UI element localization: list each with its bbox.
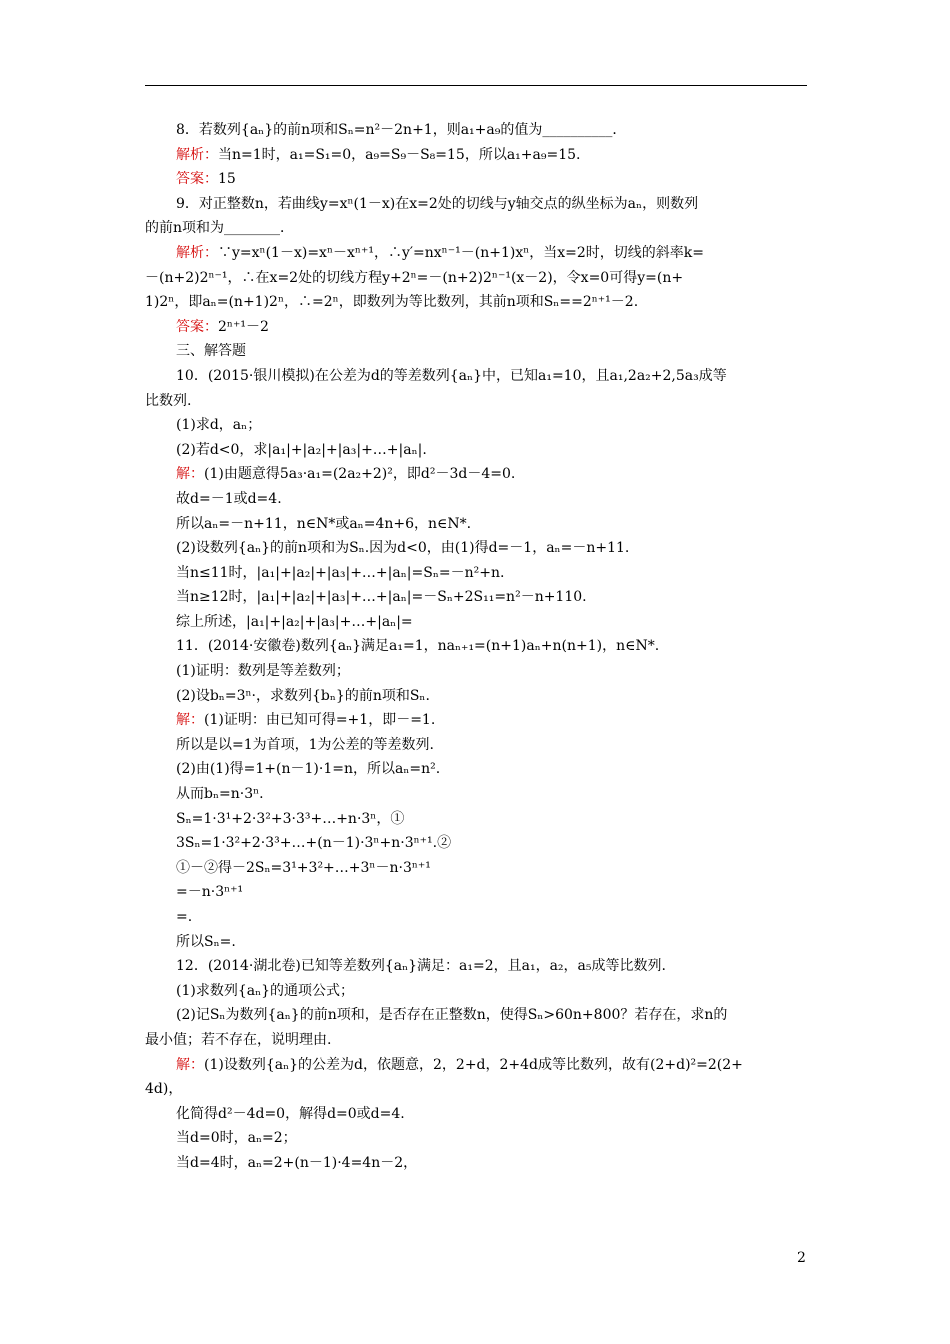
line-text: (2)由(1)得=1+(n－1)·1=n，所以aₙ=n². (176, 761, 441, 778)
line-text: 11．(2014·安徽卷)数列{aₙ}满足a₁=1，naₙ₊₁=(n+1)aₙ+n(n+1)，n∈N*. (176, 638, 660, 655)
solution-label: 答案： (176, 171, 218, 188)
text-line (176, 807, 808, 832)
text-line (176, 659, 808, 684)
text-line (176, 684, 808, 709)
line-text: 故d=－1或d=4. (176, 490, 282, 507)
text-line (176, 1126, 808, 1151)
line-text: 当d=4时，aₙ=2+(n－1)·4=4n－2， (176, 1154, 418, 1171)
text-line (176, 1151, 808, 1176)
text-line (145, 266, 808, 291)
text-line (176, 462, 808, 487)
text-line (176, 1053, 808, 1078)
text-line (145, 290, 808, 315)
line-text: (2)设数列{aₙ}的前n项和为Sₙ.因为d<0，由(1)得d=－1，aₙ=－n+11. (176, 540, 630, 557)
line-text: 的前n项和为________． (145, 220, 295, 237)
document-body (145, 118, 808, 1176)
line-text: 10．(2015·银川模拟)在公差为d的等差数列{aₙ}中，已知a₁=10，且a₁,2a₂+2,5a₃成等 (176, 367, 727, 384)
text-line (176, 831, 808, 856)
line-text: 三、解答题 (176, 343, 246, 360)
line-text: 化简得d²－4d=0，解得d=0或d=4. (176, 1105, 405, 1122)
line-text: ∵y=xⁿ(1－x)=xⁿ－xⁿ⁺¹，∴y′=nxⁿ⁻¹－(n+1)xⁿ，当x=2时，切线的斜率k= (218, 244, 705, 261)
line-text: 1)2ⁿ，即aₙ=(n+1)2ⁿ，∴=2ⁿ，即数列为等比数列，其前n项和Sₙ==2ⁿ⁺¹－2. (145, 294, 639, 311)
line-text: (1)设数列{aₙ}的公差为d，依题意，2，2+d，2+4d成等比数列，故有(2+d)²=2(2+ (204, 1056, 743, 1073)
line-text: Sₙ=1·3¹+2·3²+3·3³+…+n·3ⁿ，① (176, 810, 405, 827)
page-number: 2 (797, 1250, 806, 1266)
text-line (176, 561, 808, 586)
text-line (176, 733, 808, 758)
solution-label: 解： (176, 1056, 204, 1073)
text-line (176, 487, 808, 512)
text-line (145, 1028, 808, 1053)
text-line (176, 585, 808, 610)
line-text: 最小值；若不存在，说明理由. (145, 1031, 332, 1048)
line-text: 当d=0时，aₙ=2； (176, 1130, 297, 1147)
line-text: 当n=1时，a₁=S₁=0，a₉=S₉－S₈=15，所以a₁+a₉=15. (218, 146, 581, 163)
line-text: 当n≤11时，|a₁|+|a₂|+|a₃|+…+|aₙ|=Sₙ=－n²+n. (176, 564, 505, 581)
text-line (176, 905, 808, 930)
text-line (176, 954, 808, 979)
line-text: (2)设bₙ=3ⁿ·，求数列{bₙ}的前n项和Sₙ. (176, 687, 430, 704)
line-text: 所以是以=1为首项，1为公差的等差数列. (176, 736, 434, 753)
line-text: －(n+2)2ⁿ⁻¹，∴在x=2处的切线方程y+2ⁿ=－(n+2)2ⁿ⁻¹(x－2)，令x=0可得y=(n+ (145, 269, 684, 286)
solution-label: 答案： (176, 318, 218, 335)
text-line (176, 118, 808, 143)
text-line (176, 339, 808, 364)
text-line (176, 1003, 808, 1028)
line-text: (2)若d<0，求|a₁|+|a₂|+|a₃|+…+|aₙ|. (176, 441, 427, 458)
text-line (145, 1077, 808, 1102)
text-line (176, 757, 808, 782)
text-line (176, 192, 808, 217)
line-text: 所以aₙ=－n+11，n∈N*或aₙ=4n+6，n∈N*. (176, 515, 472, 532)
text-line (176, 143, 808, 168)
line-text: 所以Sₙ=. (176, 933, 236, 950)
text-line (176, 634, 808, 659)
text-line (145, 389, 808, 414)
line-text: 当n≥12时，|a₁|+|a₂|+|a₃|+…+|aₙ|=－Sₙ+2S₁₁=n²－n+110. (176, 589, 587, 606)
text-line (176, 708, 808, 733)
text-line (176, 536, 808, 561)
solution-label: 解析： (176, 244, 218, 261)
line-text: (1)求d，aₙ； (176, 417, 262, 434)
line-text: =. (176, 909, 193, 925)
text-line (145, 216, 808, 241)
line-text: (1)由题意得5a₃·a₁=(2a₂+2)²，即d²－3d－4=0. (204, 466, 516, 483)
text-line (176, 438, 808, 463)
line-text: 比数列. (145, 392, 192, 409)
text-line (176, 241, 808, 266)
line-text: =－n·3ⁿ⁺¹ (176, 884, 244, 901)
text-line (176, 167, 808, 192)
text-line (176, 512, 808, 537)
text-line (176, 315, 808, 340)
line-text: 综上所述，|a₁|+|a₂|+|a₃|+…+|aₙ|= (176, 613, 413, 630)
text-line (176, 880, 808, 905)
line-text: (2)记Sₙ为数列{aₙ}的前n项和，是否存在正整数n，使得Sₙ>60n+800？若存在，求n的 (176, 1007, 728, 1024)
text-line (176, 782, 808, 807)
text-line (176, 979, 808, 1004)
text-line (176, 1102, 808, 1127)
solution-label: 解： (176, 466, 204, 483)
text-line (176, 413, 808, 438)
text-line (176, 364, 808, 389)
solution-label: 解析： (176, 146, 218, 163)
line-text: 15 (218, 171, 236, 188)
text-line (176, 610, 808, 635)
line-text: 3Sₙ=1·3²+2·3³+…+(n－1)·3ⁿ+n·3ⁿ⁺¹.② (176, 835, 452, 852)
line-text: ①－②得－2Sₙ=3¹+3²+…+3ⁿ－n·3ⁿ⁺¹ (176, 859, 431, 876)
text-line (176, 856, 808, 881)
line-text: 12．(2014·湖北卷)已知等差数列{aₙ}满足：a₁=2，且a₁，a₂，a₅成等比数列. (176, 958, 666, 975)
line-text: (1)证明：由已知可得=+1，即－=1. (204, 712, 436, 729)
line-text: 从而bₙ=n·3ⁿ. (176, 786, 264, 803)
line-text: (1)求数列{aₙ}的通项公式； (176, 982, 355, 999)
header-rule (145, 85, 807, 86)
line-text: 2ⁿ⁺¹－2 (218, 318, 269, 335)
text-line (176, 930, 808, 955)
line-text: 9．对正整数n，若曲线y=xⁿ(1－x)在x=2处的切线与y轴交点的纵坐标为aₙ，则数列 (176, 195, 699, 212)
line-text: (1)证明：数列是等差数列； (176, 663, 350, 680)
line-text: 4d)， (145, 1081, 183, 1098)
line-text: 8．若数列{aₙ}的前n项和Sₙ=n²－2n+1，则a₁+a₉的值为__________． (176, 122, 627, 138)
solution-label: 解： (176, 712, 204, 729)
